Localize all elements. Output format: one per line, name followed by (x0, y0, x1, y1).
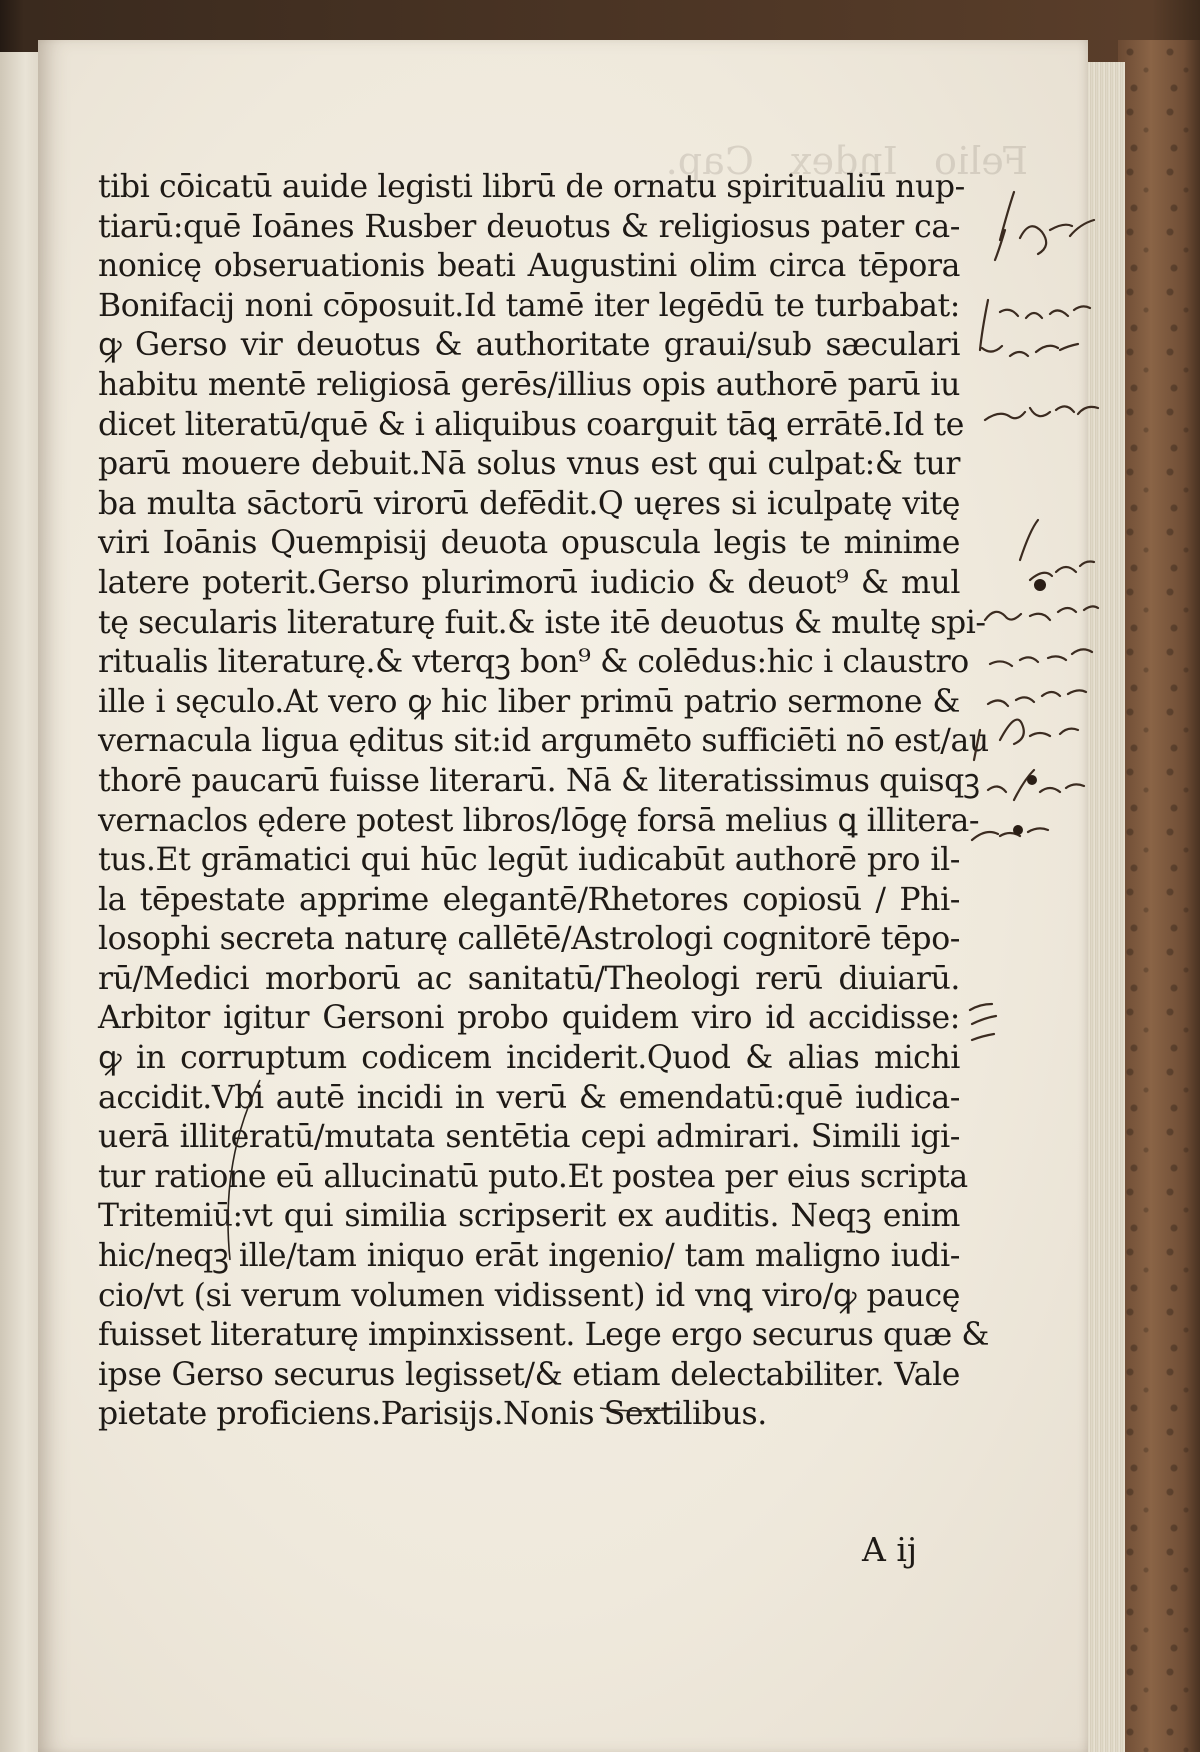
text-line: tiarū:quē Ioānes Rusber deuotus & religiosus pater ca- (98, 208, 960, 245)
text-line: tibi cōicatū auide legisti librū de ornatu spiritualiū nup- (98, 169, 965, 205)
text-line: parū mouere debuit.Nā solus vnus est qui culpat:& tur (98, 446, 960, 483)
text-line: tur ratione eū allucinatū puto.Et postea per eius scripta (98, 1158, 968, 1195)
text-line: nonicę obseruationis beati Augustini olim circa tēpora (98, 248, 960, 285)
text-line: viri Ioānis Quempisij deuota opuscula legis te minime (98, 525, 960, 562)
text-line: habitu mentē religiosā gerēs/illius opis authorē parū iu (98, 366, 960, 403)
signature-mark: A ij (862, 1530, 918, 1569)
text-line: Tritemiū:vt qui similia scripserit ex auditis. Neqꝫ enim (98, 1198, 960, 1235)
text-line: ꝙ Gerso vir deuotus & authoritate graui/sub sæculari (98, 327, 960, 364)
text-line: uerā illiteratū/mutata sentētia cepi admirari. Simili igi- (98, 1119, 960, 1156)
text-line: latere poterit.Gerso plurimorū iudicio & deuot⁹ & mul (98, 564, 960, 601)
text-line: ipse Gerso securus legisset/& etiam delectabiliter. Vale (98, 1356, 960, 1393)
text-line: ꝙ in corruptum codicem inciderit.Quod & alias michi (98, 1040, 960, 1077)
text-line: ritualis literaturę.& vterqꝫ bon⁹ & colēdus:hic i claustro (98, 644, 969, 681)
text-line: ille i sęculo.At vero ꝙ hic liber primū patrio sermone & (98, 683, 960, 720)
show-through-text: Felio Index Cap. (665, 139, 1028, 183)
text-line: hic/neqꝫ ille/tam iniquo erāt ingenio/ tam maligno iudi- (98, 1238, 960, 1275)
facing-page-edge (0, 52, 43, 1752)
text-line: fuisset literaturę impinxissent. Lege ergo securus quæ & (98, 1317, 990, 1354)
text-line: ba multa sāctorū virorū defēdit.Q uęres si iculpatę vitę (98, 485, 960, 522)
text-line: tus.Et grāmatici qui hūc legūt iudicabūt authorē pro il- (98, 842, 960, 879)
page-text (98, 168, 990, 1435)
leather-binding (1118, 40, 1200, 1752)
text-line: dicet literatū/quē & i aliquibus coarguit tāꝗ errātē.Id te (98, 406, 965, 443)
text-line: cio/vt (si verum volumen vidissent) id vnꝗ viro/ꝙ paucę (98, 1277, 960, 1314)
text-line: Arbitor igitur Gersoni probo quidem viro id accidisse: (98, 1000, 960, 1037)
text-line: rū/Medici morborū ac sanitatū/Theologi rerū diuiarū. (98, 960, 960, 997)
text-line: losophi secreta naturę callētē/Astrologi cognitorē tēpo- (98, 921, 960, 958)
text-line: vernaclos ędere potest libros/lōgę forsā melius ꝗ illitera- (98, 802, 980, 839)
text-line: tę secularis literaturę fuit.& iste itē deuotus & multę spi- (98, 604, 986, 641)
text-line: vernacula ligua ęditus sit:id argumēto sufficiēti nō est/au (98, 723, 989, 760)
text-line: accidit.Vbi autē incidi in verū & emendatū:quē iudica- (98, 1079, 960, 1116)
text-line: thorē paucarū fuisse literarū. Nā & literatissimus quisqꝫ (98, 762, 980, 799)
text-line: pietate proficiens.Parisijs.Nonis Sextilibus. (98, 1396, 767, 1433)
text-line: la tēpestate apprime elegantē/Rhetores copiosū / Phi- (98, 881, 960, 918)
text-line: Bonifacij noni cōposuit.Id tamē iter legēdū te turbabat: (98, 287, 960, 324)
